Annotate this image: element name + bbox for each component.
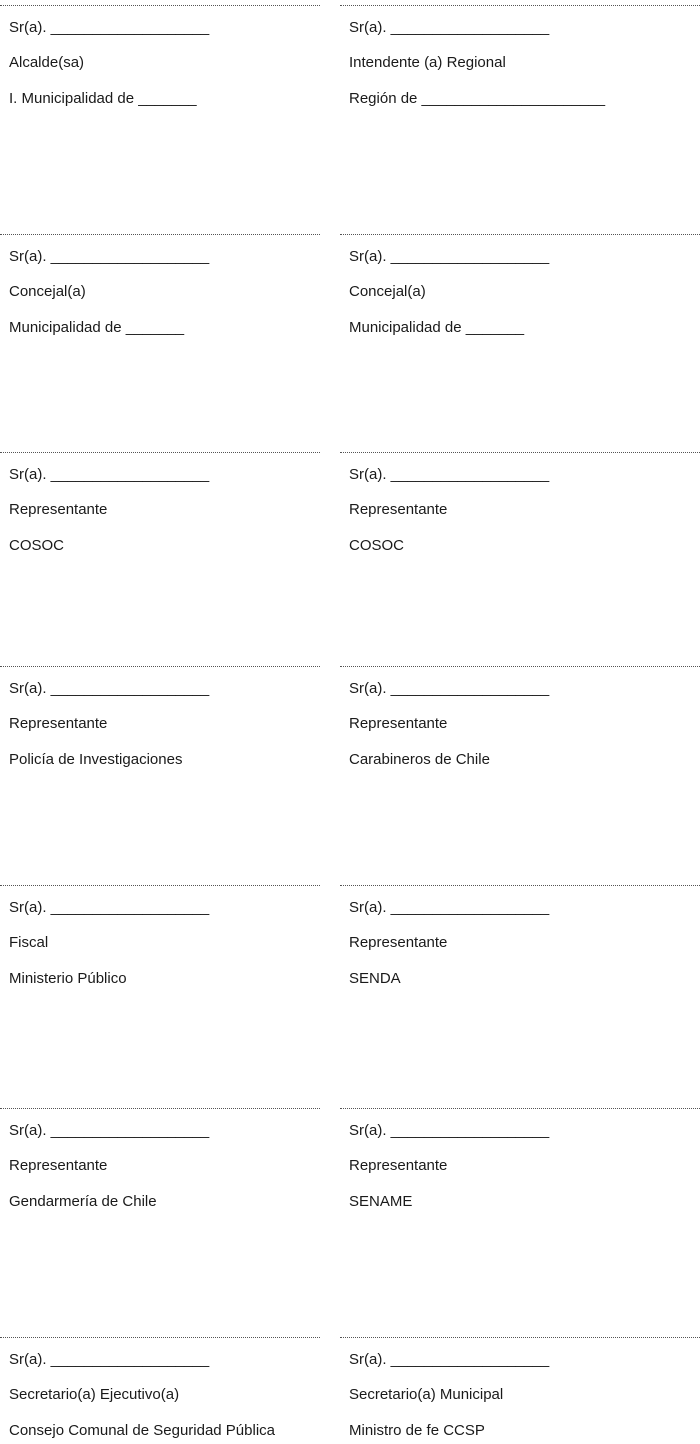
signature-role: Representante (349, 501, 448, 518)
signature-salutation: Sr(a). ___________________ (9, 1351, 210, 1368)
signature-role: Secretario(a) Ejecutivo(a) (9, 1386, 180, 1403)
signature-rule (0, 5, 320, 6)
signature-role: Concejal(a) (349, 283, 426, 300)
signature-block-secretario-ejecutivo (0, 1337, 320, 1439)
signature-block-cosoc-2 (340, 452, 700, 554)
signature-institution: Municipalidad de _______ (349, 319, 525, 336)
signature-role: Representante (349, 934, 448, 951)
signature-rule (340, 885, 700, 886)
signature-salutation: Sr(a). ___________________ (9, 248, 210, 265)
signature-role: Alcalde(sa) (9, 54, 85, 71)
signature-rule (0, 885, 320, 886)
signature-institution: Municipalidad de _______ (9, 319, 185, 336)
signature-rule (0, 1337, 320, 1338)
signature-salutation: Sr(a). ___________________ (349, 1122, 550, 1139)
signature-rule (0, 666, 320, 667)
signature-rule (340, 5, 700, 6)
signature-salutation: Sr(a). ___________________ (349, 680, 550, 697)
signature-rule (0, 452, 320, 453)
signature-rule (340, 1337, 700, 1338)
signature-role: Representante (9, 1157, 108, 1174)
signature-role: Representante (349, 715, 448, 732)
signature-rule (340, 452, 700, 453)
signature-institution: Gendarmería de Chile (9, 1193, 157, 1210)
signature-salutation: Sr(a). ___________________ (349, 899, 550, 916)
signature-role: Representante (9, 715, 108, 732)
signature-role: Representante (9, 501, 108, 518)
signature-rule (340, 234, 700, 235)
signature-salutation: Sr(a). ___________________ (9, 680, 210, 697)
signature-salutation: Sr(a). ___________________ (9, 899, 210, 916)
signature-block-secretario-municipal (340, 1337, 700, 1439)
signature-institution: SENAME (349, 1193, 413, 1210)
signature-role: Secretario(a) Municipal (349, 1386, 504, 1403)
signature-institution: Ministerio Público (9, 970, 127, 987)
signature-institution: I. Municipalidad de _______ (9, 90, 197, 107)
signature-salutation: Sr(a). ___________________ (9, 19, 210, 36)
signature-block-cosoc-1 (0, 452, 320, 554)
signature-role: Intendente (a) Regional (349, 54, 506, 71)
signature-block-concejal-2 (340, 234, 700, 336)
signature-institution: COSOC (9, 537, 65, 554)
signature-block-sename (340, 1108, 700, 1210)
signature-salutation: Sr(a). ___________________ (9, 466, 210, 483)
signature-rule (340, 1108, 700, 1109)
signature-institution: Carabineros de Chile (349, 751, 490, 768)
signature-block-concejal-1 (0, 234, 320, 336)
signature-block-pdi (0, 666, 320, 768)
signature-block-senda (340, 885, 700, 987)
signature-salutation: Sr(a). ___________________ (349, 1351, 550, 1368)
signature-institution: SENDA (349, 970, 401, 987)
signature-institution: Región de ______________________ (349, 90, 606, 107)
signature-rule (0, 1108, 320, 1109)
signature-salutation: Sr(a). ___________________ (349, 19, 550, 36)
signature-institution: Ministro de fe CCSP (349, 1422, 485, 1439)
signature-institution: Policía de Investigaciones (9, 751, 183, 768)
signature-institution: Consejo Comunal de Seguridad Pública (9, 1422, 276, 1439)
signature-salutation: Sr(a). ___________________ (349, 466, 550, 483)
signature-rule (0, 234, 320, 235)
signature-salutation: Sr(a). ___________________ (349, 248, 550, 265)
signature-block-alcalde (0, 5, 320, 107)
signature-role: Fiscal (9, 934, 49, 951)
signature-block-intendente (340, 5, 700, 107)
signature-institution: COSOC (349, 537, 405, 554)
signature-rule (340, 666, 700, 667)
signature-salutation: Sr(a). ___________________ (9, 1122, 210, 1139)
signature-block-gendarmeria (0, 1108, 320, 1210)
signature-role: Concejal(a) (9, 283, 86, 300)
signature-role: Representante (349, 1157, 448, 1174)
signature-block-carabineros (340, 666, 700, 768)
signature-block-fiscal (0, 885, 320, 987)
